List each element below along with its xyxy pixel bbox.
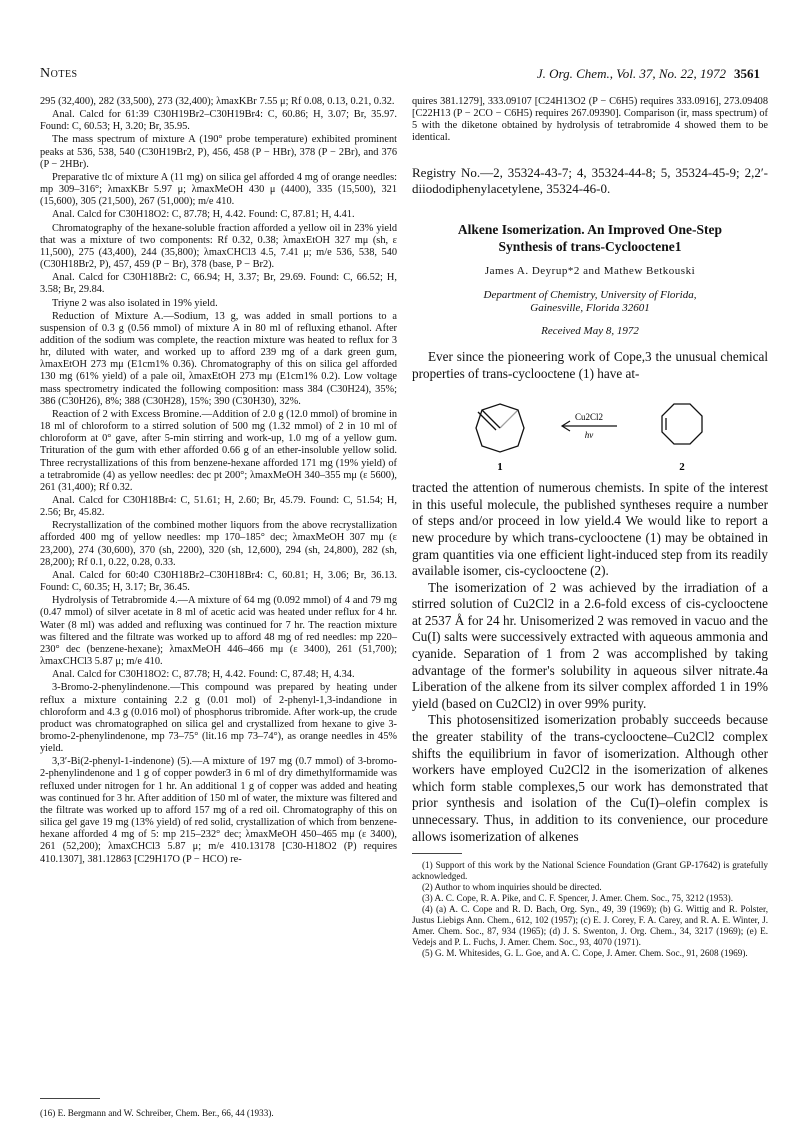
paragraph: The isomerization of 2 was achieved by the irradiation of a stirred solution of Cu2Cl2 in a 2.6-fold excess of cis-cyclooctene at 2537 Å for 24 hr. Unisomerized 2 was removed in vacuo and the Cu(I) salts were successively extracted with aqueous ammonia and cyanide. Separation of 1 from 2 was accomplished by taking advantage of the former's solubility in aqueous silver nitrate.4a Liberation of the alkene from its silver complex afforded 1 in 19% yield (based on Cu2Cl2) in over 99% purity. bbox=[412, 579, 768, 711]
reaction-scheme-svg bbox=[412, 386, 768, 476]
paragraph: 295 (32,400), 282 (33,500), 273 (32,400); λmaxKBr 7.55 μ; Rf 0.08, 0.13, 0.21, 0.32. bbox=[40, 96, 395, 107]
title-line: Synthesis of trans-Cyclooctene1 bbox=[498, 238, 682, 254]
footnote: (1) Support of this work by the National Science Foundation (Grant GP-17642) is gratefully acknowledged. bbox=[412, 860, 768, 882]
journal-citation: J. Org. Chem., Vol. 37, No. 22, 1972 bbox=[536, 66, 726, 81]
footnote: (3) A. C. Cope, R. A. Pike, and C. F. Spencer, J. Amer. Chem. Soc., 75, 3212 (1953). bbox=[422, 893, 733, 904]
footnote-rule bbox=[412, 853, 462, 854]
authors: James A. Deyrup*2 and Mathew Betkouski bbox=[484, 264, 696, 277]
paragraph: quires 381.1279], 333.09107 [C24H13O2 (P − C6H5) requires 333.0916], 273.09408 [C22H13 (P − 2CO − C6H5) requires 267.09390]. Comparison (ir, mass spectrum) of 5 with the diketone obtained by hydrolysis of tetrabromide 4 showed them to be identical. bbox=[412, 96, 768, 144]
left-footnote: (16) E. Bergmann and W. Schreiber, Chem. Ber., 66, 44 (1933). bbox=[40, 1108, 274, 1118]
paragraph: Anal. Calcd for C30H18O2: C, 87.78; H, 4.42. Found: C, 87.81; H, 4.41. bbox=[52, 209, 355, 221]
article-title bbox=[412, 221, 768, 255]
paragraph: Recrystallization of the combined mother liquors from the above recrystallization afforded 400 mg of yellow needles: mp 170–185° dec; λmaxMeOH 307 mμ (ε 23,200), 274 (30,600), 370 (sh, 2200), 320 (sh, 12,600), 294 (sh, 24,800), 282 (sh, 28,200); Rf 0.1, 0.22, 0.28, 0.33. bbox=[40, 520, 397, 568]
paragraph: Chromatography of the hexane-soluble fraction afforded a yellow oil in 23% yield that was a mixture of two components: Rf 0.32, 0.38; λmaxEtOH 327 mμ (sh, ε 11,500), 275 (43,400), 244 (35,800); λmaxCHCl3 4.5, 7.41 μ; m/e 536, 538, 540 (C30H18Br2, P), 457, 459 (P − Br), 378 (base, P − Br2). bbox=[40, 222, 397, 271]
paragraph: Anal. Calcd for C30H18O2: C, 87.78; H, 4.42. Found: C, 87.48; H, 4.34. bbox=[52, 669, 355, 681]
reaction-scheme bbox=[412, 386, 768, 476]
left-column bbox=[40, 96, 397, 867]
paragraph: Triyne 2 was also isolated in 19% yield. bbox=[52, 297, 218, 309]
paragraph: Hydrolysis of Tetrabromide 4.—A mixture of 64 mg (0.092 mmol) of 4 and 79 mg (0.47 mmol) of silver acetate in 8 ml of acetic acid was heated under reflux for 4 hr. Water (8 ml) was added and refluxing was continued for 7 hr. The reaction mixture was filtered and the filtrate was worked up to afford 48 mg of red needles: mp 220–230° dec (benzene-hexane); λmaxMeOH 446–466 mμ (ε 3400), 261 (51,700); λmaxCHCl3 5.87 μ; m/e 410. bbox=[40, 595, 397, 668]
compound-label-2: 2 bbox=[679, 461, 685, 474]
condition-label: hν bbox=[584, 430, 594, 441]
paragraph: Ever since the pioneering work of Cope,3 the unusual chemical properties of trans-cyclooctene (1) have at- bbox=[412, 348, 768, 381]
paragraph: Anal. Calcd for C30H18Br4: C, 51.61; H, 2.60; Br, 45.79. Found: C, 51.54; H, 2.56; Br, 45.82. bbox=[40, 495, 397, 519]
received-date: Received May 8, 1972 bbox=[541, 324, 639, 337]
right-column bbox=[412, 96, 768, 959]
trans-cyclooctene-structure bbox=[476, 404, 524, 452]
footnotes bbox=[412, 860, 768, 959]
paragraph: The mass spectrum of mixture A (190° probe temperature) exhibited prominent peaks at 536, 538, 540 (C30H19Br2, P), 456, 458 (P − HBr), 378 (P − 2Br), and 376 (P − 2HBr). bbox=[40, 134, 397, 170]
paragraph: 3,3′-Bi(2-phenyl-1-indenone) (5).—A mixture of 197 mg (0.7 mmol) of 3-bromo-2-phenylindenone and 1 g of copper powder3 in 6 ml of dry dimethylformamide was refluxed under nitrogen for 1 hr. An additional 1 g of copper was added and heating was continued for 3 hr. After addition of 150 ml of water, the mixture was filtered and the filtrate was worked up to afford 157 mg of a red oil. Chromatography of this on silica gel gave 19 mg (13% yield) of red solid, crystallization of which from benzene-hexane afforded 4 mg of 5: mp 215–232° dec; λmaxMeOH 450–465 mμ (ε 3400), 261 (52,200); λmaxCHCl3 5.87 μ; m/e 410.13178 [C30-H18O2 (P) requires 410.1307], 381.12863 [C29H17O (P − HCO) re- bbox=[40, 756, 397, 865]
footnote: (2) Author to whom inquiries should be directed. bbox=[422, 882, 602, 893]
cis-cyclooctene-structure bbox=[662, 404, 702, 444]
footnote: (5) G. M. Whitesides, G. L. Goe, and A. C. Cope, J. Amer. Chem. Soc., 91, 2608 (1969). bbox=[422, 948, 748, 959]
footnote-rule bbox=[40, 1098, 100, 1099]
paragraph: Preparative tlc of mixture A (11 mg) on silica gel afforded 4 mg of orange needles: mp 309–316°; λmaxKBr 5.97 μ; λmaxMeOH 430 μ (4400), 335 (15,500), 321 (15,600), 305 (21,500), 267 (51,000); m/e 410. bbox=[40, 171, 397, 208]
title-line: Alkene Isomerization. An Improved One-Step bbox=[457, 221, 723, 237]
paragraph: 3-Bromo-2-phenylindenone.—This compound was prepared by heating under reflux a mixture containing 2.2 g (0.01 mol) of 2-phenyl-1,3-indandione in chloroform and 4.3 g (0.016 mol) of phosphorus tribromide. After work-up, the crude product was chromatographed on silica gel and crystallized from hexane to give 3-bromo-2-phenylindenone, mp 73–75° (lit.16 mp 73–74°), as orange needles in 45% yield. bbox=[40, 682, 397, 755]
compound-label-1: 1 bbox=[497, 461, 503, 474]
footnote: (4) (a) A. C. Cope and R. D. Bach, Org. Syn., 49, 39 (1969); (b) G. Wittig and R. Polster, Justus Liebigs Ann. Chem., 612, 102 (1957); (c) E. J. Corey, F. A. Carey, and R. A. E. Winter, J. Amer. Chem. Soc., 87, 934 (1965); (d) J. S. Swenton, J. Org. Chem., 34, 3217 (1969); (e) E. Vedejs and P. L. Fuchs, J. Amer. Chem. Soc., 93, 4070 (1971). bbox=[412, 904, 768, 948]
paragraph: Anal. Calcd for 61:39 C30H19Br2–C30H19Br4: C, 60.86; H, 3.07; Br, 35.97. Found: C, 60.53; H, 3.20; Br, 35.95. bbox=[40, 109, 397, 133]
section-header: Notes bbox=[40, 66, 78, 81]
reagent-label: Cu2Cl2 bbox=[574, 412, 604, 423]
paragraph: Anal. Calcd for 60:40 C30H18Br2–C30H18Br4: C, 60.81; H, 3.06; Br, 36.13. Found: C, 60.35; H, 3.17; Br, 36.45. bbox=[40, 569, 397, 594]
affiliation bbox=[412, 289, 768, 315]
registry-numbers: Registry No.—2, 35324-43-7; 4, 35324-44-8; 5, 35324-45-9; 2,2′-diiododiphenylacetylene, 35324-46-0. bbox=[412, 164, 768, 196]
article-body bbox=[412, 349, 768, 845]
paragraph: This photosensitized isomerization probably succeeds because the greater stability of the trans-cyclooctene–Cu2Cl2 complex shifts the equilibrium in favor of isomerization. Although other workers have employed Cu2Cl2 in the isomerization of alkenes which form stable complexes,5 our work has demonstrated that prior synthesis and isolation of the Cu(I)–olefin complex is unnecessary. Thus, in addition to its convenience, our procedure allows isomerization of alkenes bbox=[412, 712, 768, 844]
paragraph: Reaction of 2 with Excess Bromine.—Addition of 2.0 g (12.0 mmol) of bromine in 18 ml of chloroform to a stirred solution of 500 mg (1.32 mmol) of 2 in 10 ml of chloroform at 0° gave, after 5-min stirring and work-up, 1.0 mg of a yellow gum. Trituration of the gum with ether afforded 0.66 g of an ether-insoluble yellow solid. Three recrystallizations of this from benzene-hexane afforded 171 mg (19% yield) of a tetrabromide (4) as yellow needles: dec pt 200°; λmaxMeOH 340–355 mμ (ε 5600), 261 (31,400); Rf 0.32. bbox=[40, 408, 397, 493]
affiliation-line: Gainesville, Florida 32601 bbox=[530, 301, 650, 314]
affiliation-line: Department of Chemistry, University of Florida, bbox=[483, 288, 697, 301]
paragraph: tracted the attention of numerous chemists. In spite of the interest in this useful molecule, the published syntheses require a number of steps and/or proceed in low yield.4 We would like to report a new procedure by which trans-cyclooctene (1) may be obtained in gram quantities via one efficient light-induced step from its readily available isomer, cis-cyclooctene (2). bbox=[412, 480, 768, 579]
paragraph: Anal. Calcd for C30H18Br2: C, 66.94; H, 3.37; Br, 29.69. Found: C, 66.52; H, 3.58; Br, 29.84. bbox=[40, 272, 397, 296]
page-number: 3561 bbox=[734, 66, 760, 81]
journal-header bbox=[537, 66, 760, 82]
paragraph: Reduction of Mixture A.—Sodium, 13 g, was added in small portions to a suspension of 0.3 g (0.56 mmol) of mixture A in 80 ml of refluxing ethanol. After addition of the sodium was complete, the reaction mixture was heated to reflux for 3 hr, diluted with water, and worked up to afford 239 mg of a dark green gum, λmaxEtOH 273 mμ (E1cm1% 0.36). Chromatography of this on silica gel afforded 130 mg (61% yield) of a pale oil, λmaxEtOH 273 mμ (E1cm1% 0.2). Low voltage mass spectrometry indicated the following composition: mass 384 (C30H24), 35%; 386 (C30H26), 8%; 388 (C30H28), 15%; 390 (C30H30), 32%. bbox=[40, 310, 397, 407]
